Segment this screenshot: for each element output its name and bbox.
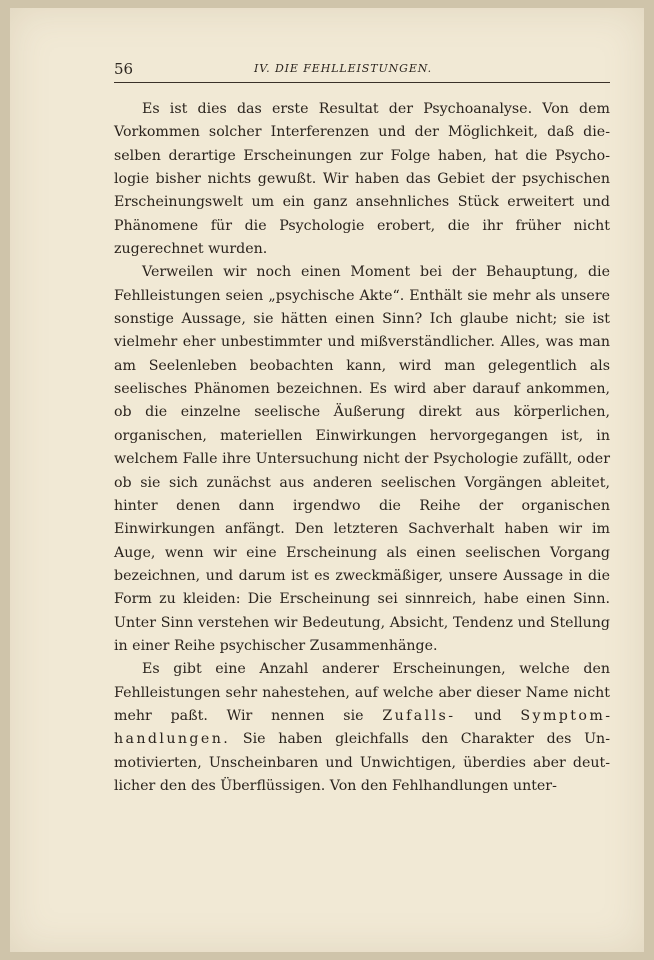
book-page [10,8,644,952]
paragraph-3-text-before: Es gibt eine Anzahl anderer Erscheinungen, welche den Fehlleistungen sehr nahestehen, auf welche aber dieser Name nicht mehr paßt. Wir nennen sie [114,661,610,724]
page-number: 56 [114,60,134,78]
spaced-term-symptomhandlungen: Symptomhandlungen. [114,707,610,748]
body-text [114,98,610,798]
running-head: IV. DIE FEHLLEISTUNGEN. [254,62,432,75]
paragraph-2: Verweilen wir noch einen Moment bei der Behauptung, die Fehlleistungen seien „psychische Akte“. Enthält sie mehr als unsere sonstige Aussage, sie hätten einen Sinn? Ich glaube nicht; sie ist vielmehr eher unbestimmter und mißverständlicher. Alles, was man am Seelenleben beobachten kann, wird man gelegentlich als seelisches Phänomen bezeichnen. Es wird aber darauf ankommen, ob die einzelne seelische Äußerung direkt aus körperlichen, organischen, materiellen Einwirkungen hervorgegangen ist, in welchem Falle ihre Untersuchung nicht der Psychologie zufällt, oder ob sie sich zunächst aus anderen seelischen Vorgängen ableitet, hinter denen dann irgendwo die Reihe der organischen Einwirkungen anfängt. Den letzteren Sachverhalt haben wir im Auge, wenn wir eine Erscheinung als einen seelischen Vorgang bezeichnen, und darum ist es zweckmäßiger, unsere Aussage in die Form zu kleiden: Die Erscheinung sei sinnreich, habe einen Sinn. Unter Sinn verstehen wir Bedeutung, Absicht, Tendenz und Stellung in einer Reihe psychischer Zusammenhänge. [114,264,610,654]
paragraph-3-text-middle: und [455,707,521,724]
spaced-term-zufalls: Zufalls- [382,707,456,724]
paragraph-1: Es ist dies das erste Resultat der Psychoanalyse. Von dem Vorkommen solcher Interferenzen und der Möglichkeit, daß dieselben derartige Erscheinungen zur Folge haben, hat die Psychologie bisher nichts gewußt. Wir haben das Gebiet der psychischen Erscheinungswelt um ein ganz ansehnliches Stück erweitert und Phänomene für die Psychologie erobert, die ihr früher nicht zugerechnet wurden. [114,101,610,258]
paragraph-3-text-after: Sie haben gleichfalls den Charakter des Unmotivierten, Unscheinbaren und Unwichtigen, überdies aber deutlicher den des Überflüssigen. Von den Fehlhandlungen unter- [114,731,610,794]
page-header [114,58,610,83]
paragraph-3 [114,658,610,798]
